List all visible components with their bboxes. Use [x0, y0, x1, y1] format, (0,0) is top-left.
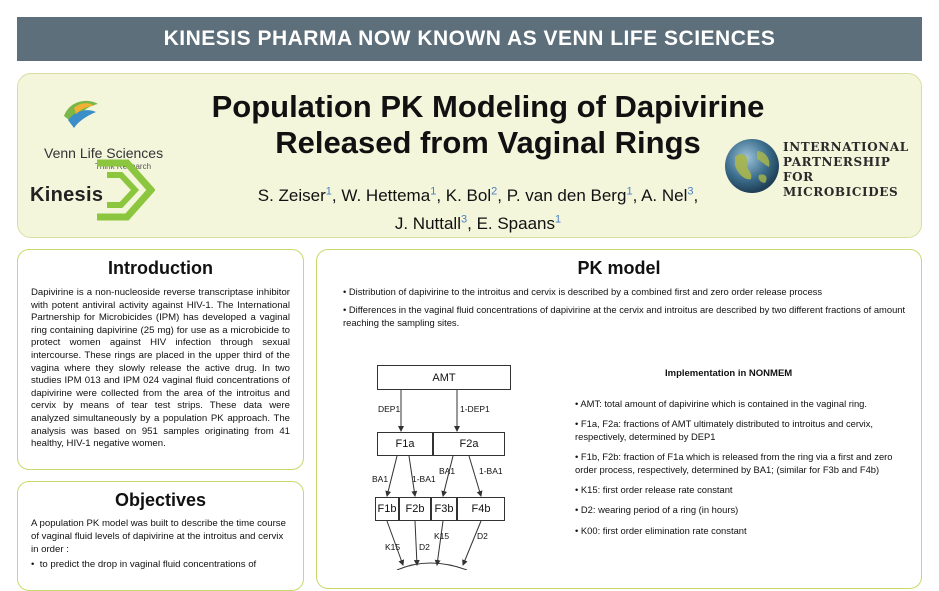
- banner-text: KINESIS PHARMA NOW KNOWN AS VENN LIFE SCIENCES: [163, 27, 776, 50]
- kinesis-logo-text: Kinesis: [30, 184, 104, 206]
- label-1-ba1-left: 1-BA1: [412, 474, 436, 484]
- box-amt: AMT: [377, 365, 511, 390]
- title-line-1: Population PK Modeling of Dapivirine: [211, 89, 765, 124]
- ipm-globe-icon: [723, 137, 781, 195]
- pk-model-panel: [316, 249, 922, 589]
- label-1-dep1: 1-DEP1: [460, 404, 490, 414]
- author: A. Nel$^3$,: [641, 185, 699, 205]
- diagram-arrows: [357, 360, 557, 570]
- poster-title: [168, 89, 808, 161]
- box-f3b: F3b: [431, 497, 457, 521]
- pk-bullet-list: [343, 286, 911, 335]
- box-f2b: F2b: [399, 497, 431, 521]
- label-k15-left: K15: [385, 542, 401, 552]
- impl-bullet: • F1b, F2b: fraction of F1a which is released from the ring via a first and zero order process, respectively, determined by BA1; (similar for F3b and F4b): [575, 451, 893, 475]
- impl-bullet: • AMT: total amount of dapivirine which is contained in the vaginal ring.: [575, 398, 867, 409]
- pk-model-title: PK model: [577, 258, 661, 278]
- pk-bullet: • Distribution of dapivirine to the introitus and cervix is described by a combined first and zero order release process: [343, 286, 823, 297]
- label-d2-left: D2: [419, 542, 430, 552]
- author-list: [208, 179, 748, 236]
- author: P. van den Berg$^1$,: [506, 185, 642, 205]
- introduction-text: Dapivirine is a non-nucleoside reverse transcriptase inhibitor with potent antiviral activity against HIV-1. The International Partnership for Microbicides (IPM) has developed a vaginal ring containing dapivirine (25 mg) for use as a microbicide to protect women against HIV infection through sexual intercourse. These rings are placed in the upper third of the vagina where they slowly release the active drug. In two studies IPM 013 and IPM 024 vaginal fluid concentrations of dapivirine were collected from the area of the introitus and cervix by means of tear test strips. These data were analyzed simultaneously by a population PK approach. The analysis was based on 951 samples originating from 41 healthy, HIV-1 negative women.: [31, 287, 290, 450]
- impl-bullet: • F1a, F2a: fractions of AMT ultimately distributed to introitus and cervix, respectively, determined by DEP1: [575, 418, 874, 442]
- objectives-title: Objectives: [114, 490, 207, 510]
- venn-leaf-icon: [60, 96, 100, 130]
- arrow-f2a-f3b: [443, 456, 453, 496]
- author: S. Zeiser$^1$,: [257, 185, 342, 205]
- label-dep1: DEP1: [378, 404, 401, 414]
- title-line-2: Released from Vaginal Rings: [275, 125, 701, 160]
- box-f1a: F1a: [377, 432, 433, 456]
- impl-bullet: • K00: first order elimination rate constant: [575, 524, 747, 536]
- author: J. Nuttall$^3$,: [394, 213, 477, 234]
- box-f4b: F4b: [457, 497, 505, 521]
- box-f2a: F2a: [433, 432, 505, 456]
- objectives-text: A population PK model was built to describe the time course of vaginal fluid levels of dapivirine at the introitus and cervix in order :: [31, 518, 286, 555]
- label-ba1-right: BA1: [439, 466, 456, 476]
- implementation-title: Implementation in NONMEM: [665, 368, 793, 379]
- arrow-f4b-down: [463, 521, 481, 565]
- arrow-f2b-down: [415, 521, 417, 565]
- author: K. Bol$^2$,: [445, 185, 507, 205]
- arrow-f2a-f4b: [469, 456, 481, 496]
- banner: [17, 17, 922, 61]
- pk-bullet: • Differences in the vaginal fluid concentrations of dapivirine at the cervix and introitus are described by two different fractions of amount reaching the sampling sites.: [343, 304, 906, 328]
- venn-tagline: Think Research: [95, 162, 152, 171]
- impl-bullet: • K15: first order release rate constant: [575, 484, 733, 496]
- impl-bullet: • D2: wearing period of a ring (in hours): [575, 504, 739, 516]
- venn-name: Venn Life Sciences: [44, 145, 164, 161]
- label-d2-right: D2: [477, 531, 488, 541]
- ipm-logo-text: INTERNATIONAL PARTNERSHIP FOR MICROBICIDES: [783, 140, 909, 199]
- implementation-list: [575, 398, 901, 545]
- poster-header: [17, 73, 922, 238]
- author: W. Hettema$^1$,: [341, 185, 446, 205]
- box-f1b: F1b: [375, 497, 399, 521]
- introduction-title: Introduction: [108, 258, 213, 278]
- arrow-f3b-down: [437, 521, 443, 565]
- objectives-bullet: • to predict the drop in vaginal fluid concentrations of: [31, 559, 257, 570]
- introduction-panel: [17, 249, 304, 470]
- arrow-f1a-f1b: [387, 456, 397, 496]
- objectives-panel: [17, 481, 304, 591]
- label-ba1-left: BA1: [372, 474, 389, 484]
- author: E. Spaans$^1$: [476, 213, 562, 234]
- label-1-ba1-right: 1-BA1: [479, 466, 503, 476]
- label-k15-right: K15: [434, 531, 450, 541]
